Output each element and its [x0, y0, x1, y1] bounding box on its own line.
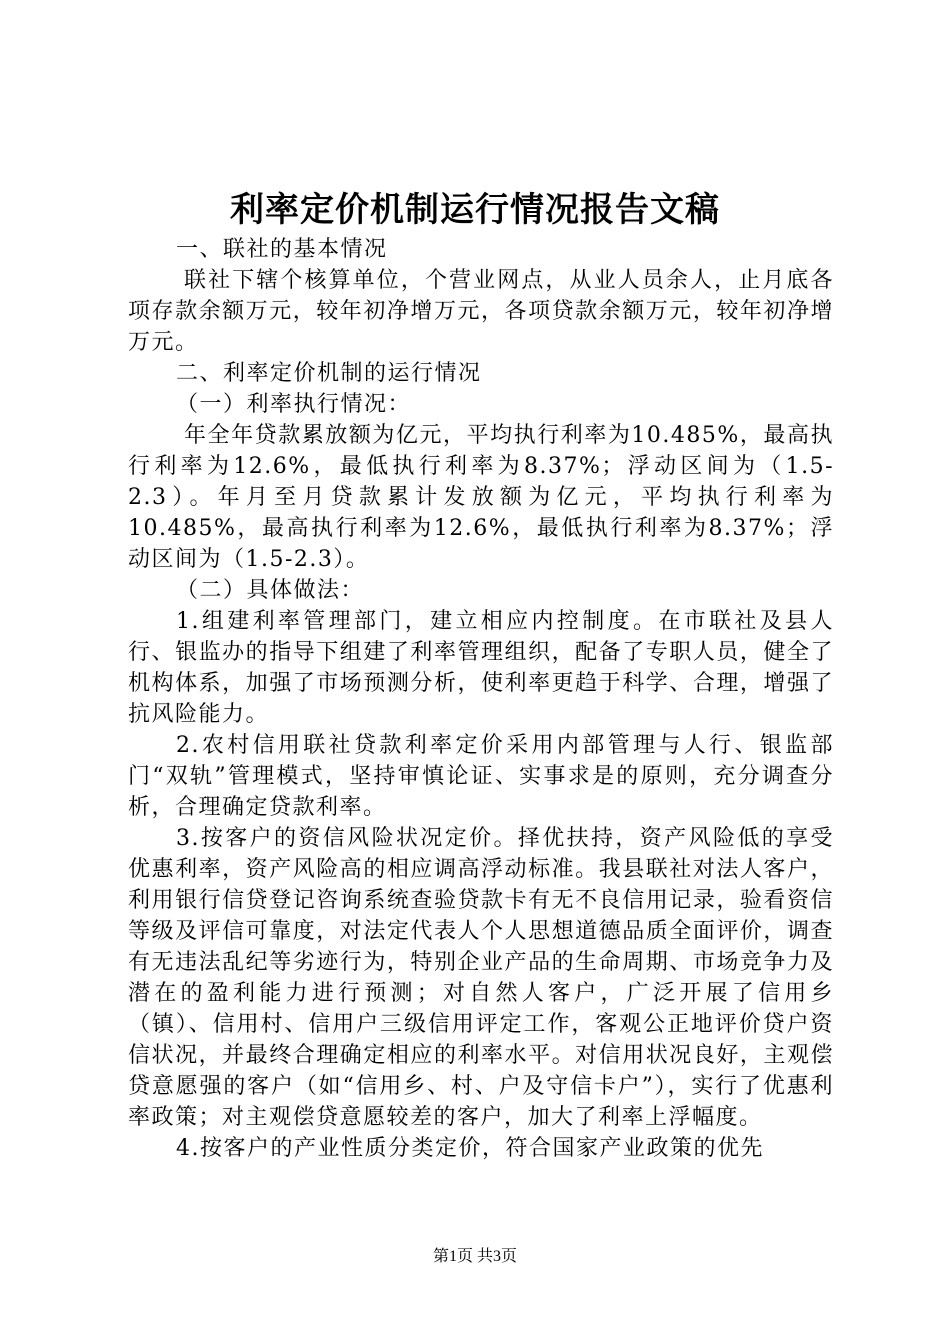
subsection-heading-1: （一）利率执行情况： [176, 392, 412, 417]
paragraph-item-4: 4.按客户的产业性质分类定价，符合国家产业政策的优先 [176, 1136, 764, 1161]
section-heading-1: 一、联社的基本情况 [176, 237, 388, 262]
paragraph-item-1: 1.组建利率管理部门，建立相应内控制度。在市联社及县人行、银监办的指导下组建了利率管理组织，配备了专职人员，健全了机构体系，加强了市场预测分析，使利率更趋于科学、合理，增强了抗风险能力。 [128, 609, 834, 727]
paragraph-rate-execution: 年全年贷款累放额为亿元，平均执行利率为10.485%，最高执行利率为12.6%，最低执行利率为8.37%；浮动区间为（1.5-2.3）。年月至月贷款累计发放额为亿元，平均执行利率为10.485%，最高执行利率为12.6%，最低执行利率为8.37%；浮动区间为（1.5-2.3）。 [128, 423, 834, 572]
page-footer: 第1页 共3页 [432, 1248, 517, 1265]
paragraph-item-2: 2.农村信用联社贷款利率定价采用内部管理与人行、银监部门“双轨”管理模式，坚持审慎论证、实事求是的原则，充分调查分析，合理确定贷款利率。 [128, 733, 834, 820]
paragraph-basic-info: 联社下辖个核算单位，个营业网点，从业人员余人，止月底各项存款余额万元，较年初净增万元，各项贷款余额万元，较年初净增万元。 [128, 268, 834, 355]
section-heading-2: 二、利率定价机制的运行情况 [176, 361, 482, 386]
document-body [128, 234, 834, 1164]
paragraph-item-3: 3.按客户的资信风险状况定价。择优扶持，资产风险低的享受优惠利率，资产风险高的相应调高浮动标准。我县联社对法人客户，利用银行信贷登记咨询系统查验贷款卡有无不良信用记录，验看资信等级及评信可靠度，对法定代表人个人思想道德品质全面评价，调查有无违法乱纪等劣迹行为，特别企业产品的生命周期、市场竞争力及潜在的盈利能力进行预测；对自然人客户，广泛开展了信用乡（镇）、信用村、信用户三级信用评定工作，客观公正地评价贷户资信状况，并最终合理确定相应的利率水平。对信用状况良好，主观偿贷意愿强的客户（如“信用乡、村、户及守信卡户”），实行了优惠利率政策；对主观偿贷意愿较差的客户，加大了利率上浮幅度。 [128, 826, 834, 1130]
document-title: 利率定价机制运行情况报告文稿 [230, 190, 720, 230]
subsection-heading-2: （二）具体做法： [176, 578, 365, 603]
